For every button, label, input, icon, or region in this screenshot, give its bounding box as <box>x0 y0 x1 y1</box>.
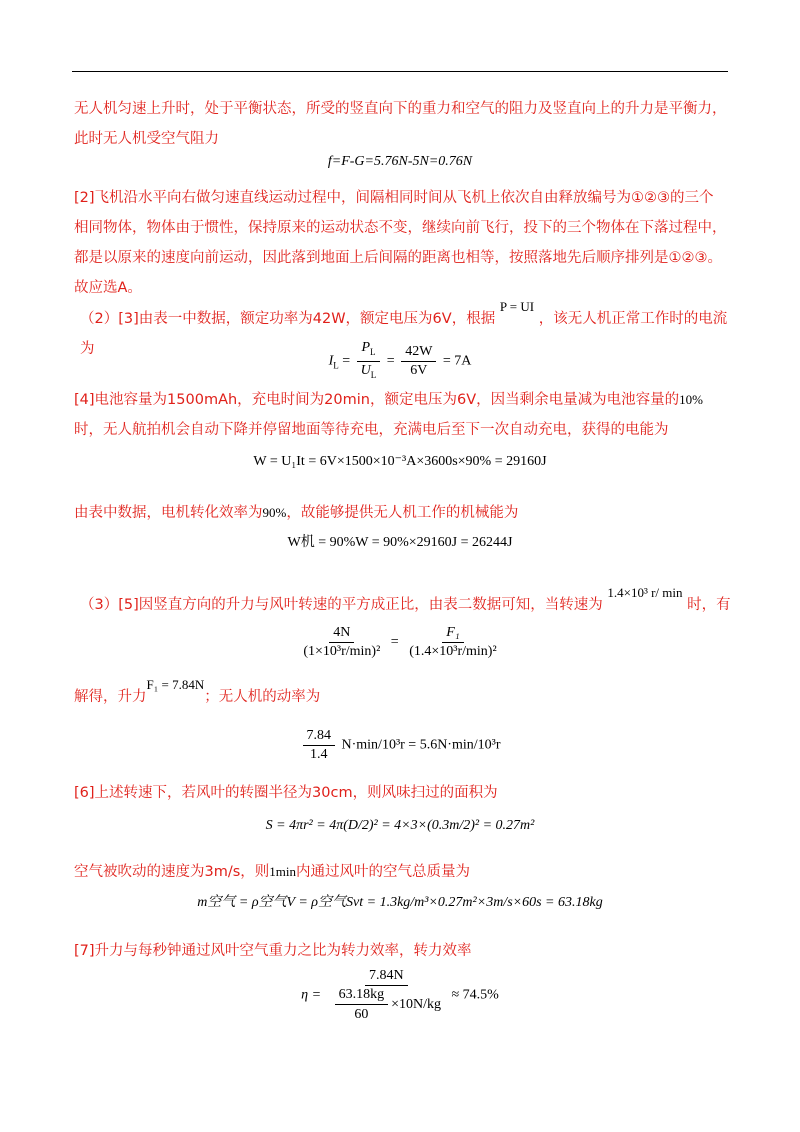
eq5-d2: (1.4×10³r/min)² <box>409 644 497 659</box>
eq9-dmul: ×10N/kg <box>391 997 441 1013</box>
eq5-n1: 4N <box>329 625 354 643</box>
p3-text-a: （2）[3]由表一中数据，额定功率为42W，额定电压为6V，根据 <box>80 311 496 327</box>
eq5-frac-1 <box>299 625 384 660</box>
paragraph-7 <box>74 677 728 712</box>
eq9-n: 7.84N <box>365 968 408 986</box>
eq2-n1: P <box>361 340 370 355</box>
header-rule <box>72 71 728 72</box>
p7-text-b: ；无人机的动率为 <box>204 689 321 705</box>
paragraph-8: [6]上述转速下，若风叶的转圈半径为30cm，则风味扫过的面积为 <box>74 785 498 801</box>
p3-text-b: ，该无人机正常工作时的电流为 <box>80 311 728 357</box>
equation-efficiency <box>0 968 800 1023</box>
p9-text-a: 空气被吹动的速度为3m/s，则 <box>74 864 270 880</box>
p7-force: F₁ = 7.84N <box>146 677 205 692</box>
eq2-n1-sub: L <box>370 346 376 357</box>
p5-text-a: 由表中数据，电机转化效率为 <box>74 505 263 521</box>
p4-percent: 10% <box>679 392 703 407</box>
eq2-d1: U <box>360 362 371 378</box>
paragraph-2: [2]飞机沿水平向右做匀速直线运动过程中，间隔相同时间从飞机上依次自由释放编号为①②③的三个相同物体，物体由于惯性，保持原来的运动状态不变，继续向前飞行，投下的三个物体在下落过程中，都是以原来的速度向前运动，因此落到地面上后间隔的距离也相等，按照落地先后顺序排列是①②③。故应选A。 <box>74 190 727 296</box>
eq6-frac <box>303 728 336 763</box>
eq9-dd: 60 <box>354 1007 369 1022</box>
equation-current: $I_L$ = $\frac{P_L}{U_L}$ = $\frac{42W}{6V}$ = 7A <box>0 340 800 383</box>
paragraph-9 <box>74 857 728 887</box>
equation-area <box>0 818 800 834</box>
paragraph-5 <box>74 498 728 528</box>
eq2-d1-sub: L <box>370 369 377 380</box>
p9-min: 1min <box>269 864 297 879</box>
equation-power-ratio <box>0 728 800 763</box>
eq4-text: W机 = 90%W = 90%×29160J = 26244J <box>287 535 513 550</box>
eq2-frac-2 <box>401 344 436 379</box>
paragraph-6 <box>80 585 734 620</box>
eq2-result: = 7A <box>442 353 472 369</box>
eq6-d: 1.4 <box>310 747 328 762</box>
eq2-d2: 6V <box>410 362 428 378</box>
p6-text-a: （3）[5]因竖直方向的升力与风叶转速的平方成正比，由表二数据可知，当转速为 <box>80 597 603 613</box>
p6-speed: 1.4×10³ r/ min <box>607 585 683 600</box>
paragraph-10: [7]升力与每秒钟通过风叶空气重力之比为转力效率，转力效率 <box>74 943 472 959</box>
eq6-rest: N·min/10³r = 5.6N·min/10³r <box>341 737 501 753</box>
p7-text-a: 解得，升力 <box>74 689 147 705</box>
eq5-n2: F₁ <box>446 625 460 640</box>
eq9-dn: 63.18kg <box>335 987 389 1005</box>
p5-percent: 90% <box>262 505 287 520</box>
paragraph-1: 无人机匀速上升时，处于平衡状态，所受的竖直向下的重力和空气的阻力及竖直向上的升力是平衡力，此时无人机受空气阻力 <box>74 101 727 147</box>
equation-energy <box>0 453 800 470</box>
eq5-d1: (1×10³r/min)² <box>303 644 381 659</box>
eq9-result: ≈ 74.5% <box>451 987 499 1003</box>
eq9-lhs: η = <box>301 987 322 1003</box>
p4-text-b: 时，无人航拍机会自动下降并停留地面等待充电，充满电后至下一次自动充电，获得的电能为 <box>74 422 669 438</box>
eq3-text: W = U₁It = 6V×1500×10⁻³A×3600s×90% = 29160J <box>253 454 547 469</box>
p4-text-a: [4]电池容量为1500mAh，充电时间为20min，额定电压为6V，因当剩余电量减为电池容量的 <box>74 392 680 408</box>
eq2-frac-1 <box>357 340 381 383</box>
p5-text-b: ，故能够提供无人机工作的机械能为 <box>286 505 519 521</box>
eq5-frac-2 <box>405 625 500 660</box>
equation-mechanical-energy <box>0 531 800 551</box>
equation-air-resistance <box>0 154 800 170</box>
eq7-text: S = 4πr² = 4π(D/2)² = 4×3×(0.3m/2)² = 0.27m² <box>265 818 535 833</box>
p3-formula: P = UI <box>499 299 535 314</box>
eq9-denominator <box>328 986 445 1023</box>
equation-air-mass <box>0 891 800 911</box>
eq8-text: m空气 = ρ空气V = ρ空气Svt = 1.3kg/m³×0.27m²×3m/s×60s = 63.18kg <box>197 895 603 910</box>
eq2-lhs: I <box>328 353 334 369</box>
eq2-n2: 42W <box>401 344 436 362</box>
p6-text-b: 时，有 <box>687 597 731 613</box>
paragraph-4 <box>74 385 728 445</box>
eq1-text: f=F-G=5.76N-5N=0.76N <box>327 154 473 169</box>
p9-text-b: 内通过风叶的空气总质量为 <box>296 864 471 880</box>
eq6-n: 7.84 <box>303 728 336 746</box>
eq9-inner-frac <box>335 987 389 1023</box>
eq2-lhs-sub: L <box>333 360 339 371</box>
equation-lift-ratio: $\frac{4N}{\text{(1×10³r/min)²}}$ = $\frac{\text{F₁}}{\text{(1.4×10³r/min)²}}$ <box>0 625 800 660</box>
eq9-frac <box>328 968 445 1023</box>
